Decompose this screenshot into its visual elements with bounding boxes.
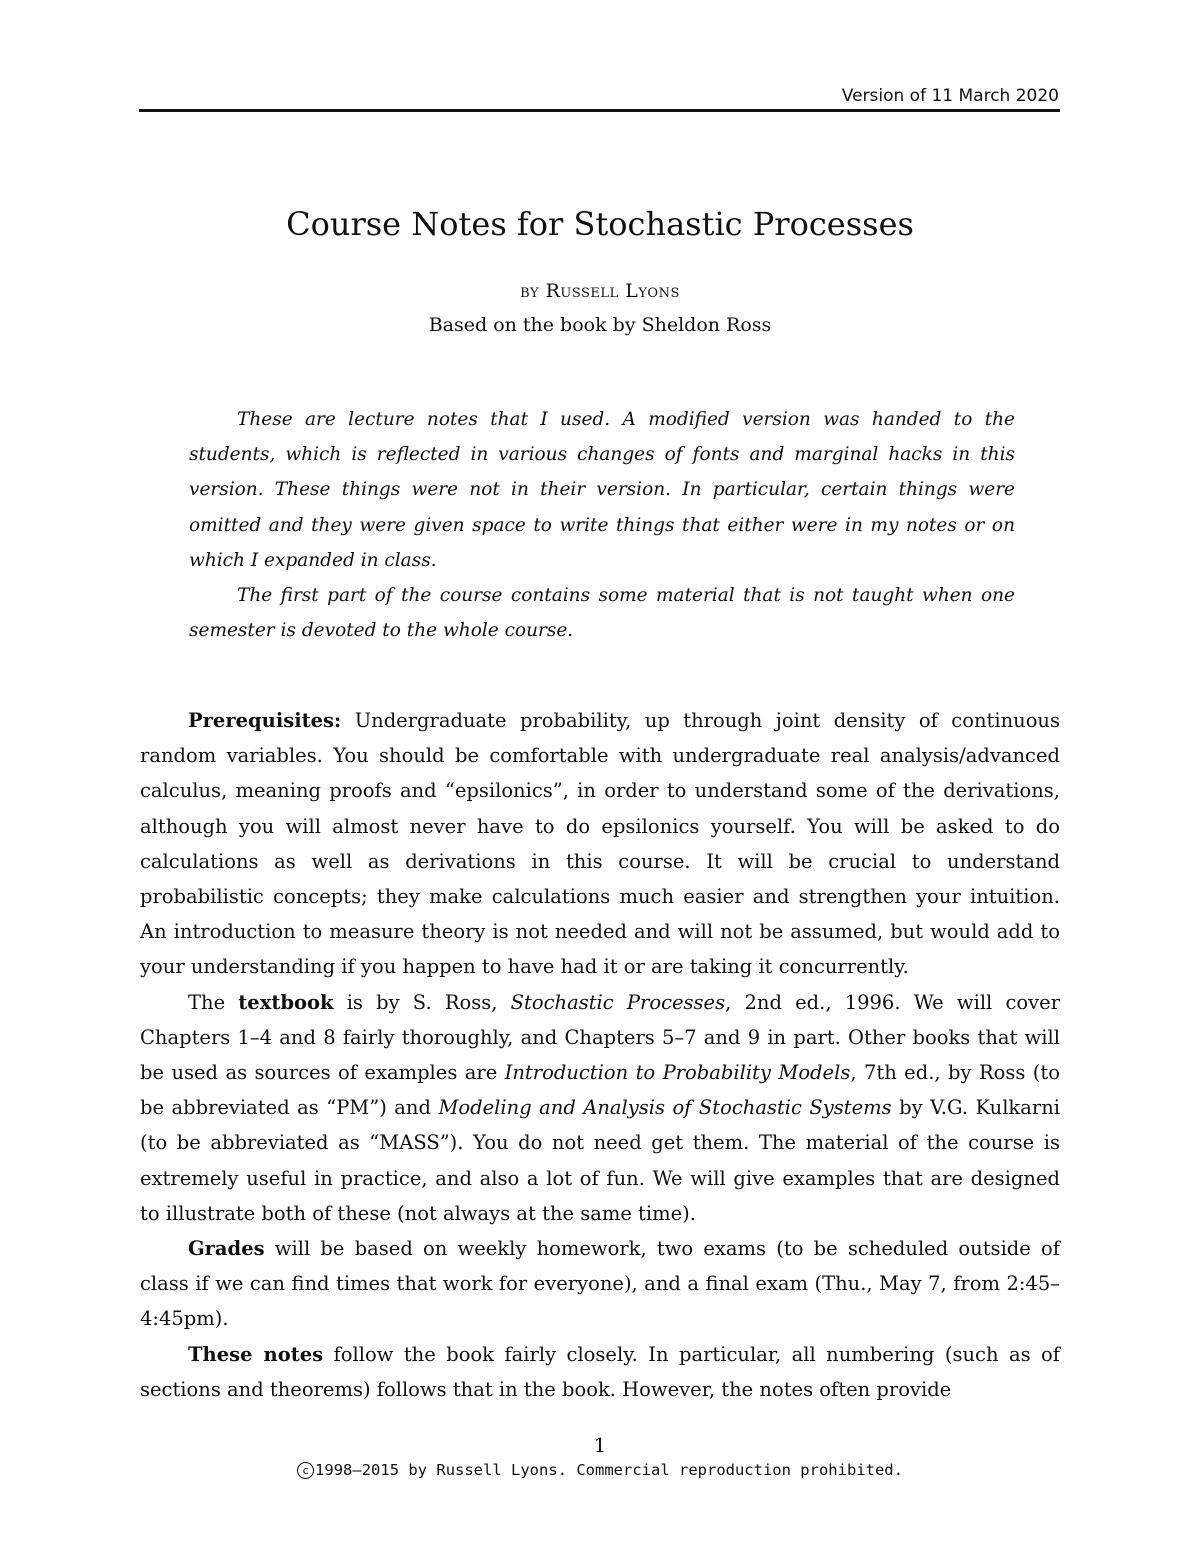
mass-book-title: Modeling and Analysis of Stochastic Systems	[438, 1096, 892, 1120]
prerequisites-label: Prerequisites:	[188, 709, 342, 732]
header-rule	[139, 109, 1060, 112]
textbook-text-b: , 2nd ed., 1996. We will cover Chapters 1–4 and 8 fairly thoroughly, and Chapters 5–7 and 9 in part. Other books that will be used as sources of examples are	[140, 990, 1061, 1085]
grades-paragraph	[140, 1231, 1060, 1337]
prerequisites-text: Undergraduate probability, up through joint density of continuous random variables. You should be comfortable with undergraduate real analysis/advanced calculus, meaning proofs and “epsilonics”, in order to understand some of the derivations, although you will almost never have to do epsilonics yourself. You will be asked to do calculations as well as derivations in this course. It will be crucial to understand probabilistic concepts; they make calculations much easier and strengthen your intuition. An introduction to measure theory is not needed and will not be assumed, but would add to your understanding if you happen to have had it or are taking it concurrently.	[140, 709, 1060, 979]
abstract	[189, 402, 1015, 648]
main-body	[140, 703, 1060, 1407]
copyright-icon: c	[297, 1462, 314, 1479]
textbook-text-c: , 7th ed., by Ross (to be abbreviated as “PM”) and	[140, 1061, 1060, 1120]
notes-label: These notes	[188, 1342, 324, 1366]
textbook-pre: The	[188, 990, 239, 1014]
author-byline: by Russell Lyons	[520, 280, 680, 302]
textbook-title: Stochastic Processes	[510, 990, 726, 1014]
textbook-text-d: by V.G. Kulkarni (to be abbreviated as “MASS”). You do not need get them. The material of the course is extremely useful in practice, and also a lot of fun. We will give examples that are designed to illustrate both of these (not always at the same time).	[140, 1096, 1060, 1225]
textbook-paragraph	[140, 985, 1060, 1231]
copyright-text: 1998–2015 by Russell Lyons. Commercial reproduction prohibited.	[315, 1461, 903, 1479]
textbook-label: textbook	[238, 990, 334, 1014]
textbook-text-a: is by S. Ross,	[333, 990, 511, 1014]
grades-label: Grades	[188, 1237, 265, 1261]
page-number: 1	[593, 1433, 607, 1457]
notes-text: follow the book fairly closely. In particular, all numbering (such as of sections and theorems) follows that in the book. However, the notes often provide	[140, 1342, 1060, 1401]
version-header: Version of 11 March 2020	[841, 86, 1059, 106]
abstract-paragraph-2: The first part of the course contains some material that is not taught when one semester is devoted to the whole course.	[189, 585, 1015, 642]
pm-book-title: Introduction to Probability Models	[504, 1061, 851, 1085]
page-title: Course Notes for Stochastic Processes	[286, 205, 914, 243]
copyright-notice	[0, 1461, 1200, 1479]
abstract-paragraph-1: These are lecture notes that I used. A modified version was handed to the students, which is reflected in various changes of fonts and marginal hacks in this version. These things were not in their version. In particular, certain things were omitted and they were given space to write things that either were in my notes or on which I expanded in class.	[189, 409, 1015, 571]
notes-paragraph	[140, 1337, 1060, 1407]
grades-text: will be based on weekly homework, two exams (to be scheduled outside of class if we can find times that work for everyone), and a final exam (Thu., May 7, from 2:45–4:45pm).	[140, 1237, 1060, 1331]
based-on-line: Based on the book by Sheldon Ross	[428, 314, 772, 336]
prerequisites-paragraph	[140, 703, 1060, 985]
